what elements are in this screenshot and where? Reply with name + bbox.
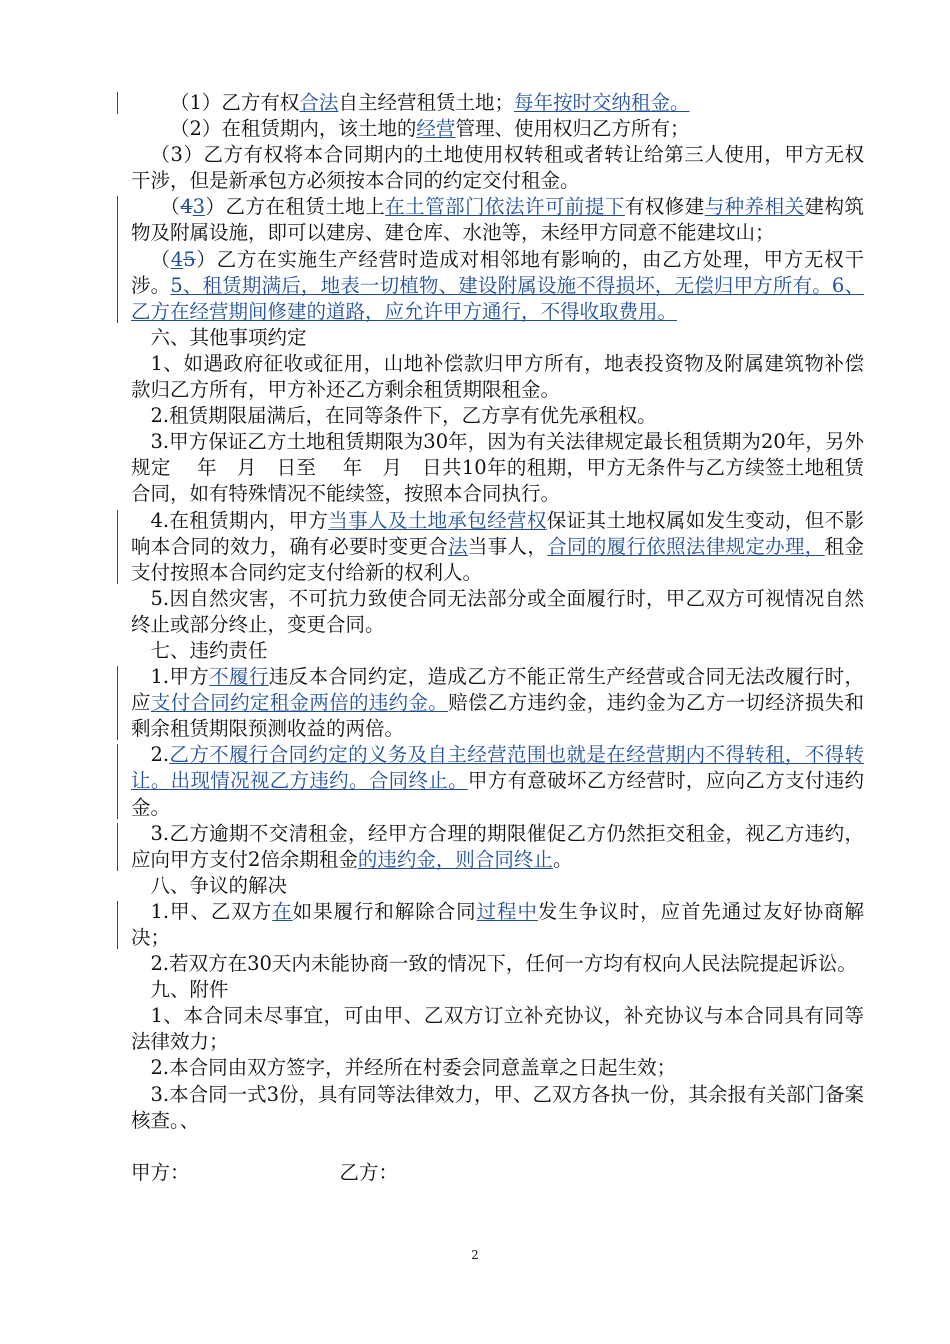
paragraph [131,977,864,1003]
text-run: 3.甲方保证乙方土地租赁期限为30年，因为有关法律规定最长租赁期为20年，另外规定 年 月 日至 年 月 日共10年的租期，甲方无条件与乙方续签土地租赁合同，如有特殊情况不能续签，按照本合同执行。 [131,430,864,506]
text-run: 1、如遇政府征收或征用，山地补偿款归甲方所有，地表投资物及附属建筑物补偿款归乙方所有，甲方补还乙方剩余租赁期限租金。 [131,351,864,402]
text-run: 1.甲、乙双方 [150,899,273,923]
text-run: 1、本合同未尽事宜，可由甲、乙双方订立补充协议，补充协议与本合同具有同等法律效力； [131,1004,864,1054]
tracked-insertion: 乙方不履行合同约定的义务及自主经营范围也就是在经营期内不得转租，不得转让。出现情况视乙方违约。合同终止。 [131,743,864,793]
paragraph [131,638,864,664]
paragraph [131,142,864,194]
paragraph [131,403,864,429]
paragraph-list [131,90,864,1134]
text-run: 建构筑物及附属设施，即可以建房、建仓库、水池等，未经甲方同意不能建坟山； [131,195,864,245]
text-run: 违反本合同约定，造成乙方不能正常生产经营或合同无法改履行时，应 [131,665,864,715]
text-run: 租金支付按照本合同约定支付给新的权利人。 [131,534,864,584]
text-run: 甲方有意破坏乙方经营时，应向乙方支付违约金。 [131,769,864,819]
contract-body [131,90,864,1186]
paragraph [131,429,864,507]
tracked-insertion: 与种养相关 [704,195,805,219]
tracked-insertion: 5、租赁期满后，地表一切植物、建设附属设施不得损坏，无偿归甲方所有。6、乙方在经营期间修建的道路，应允许甲方通行，不得收取费用。 [131,273,864,323]
change-bar [117,823,118,871]
party-b-signature-label: 乙方： [339,1160,399,1184]
text-run: ）乙方在实施生产经营时造成对相邻地有影响的，由乙方处理，甲方无权干涉。 [131,247,864,297]
text-run: 。 [552,847,573,871]
text-run: （2）在租赁期内，该土地的 [170,117,417,141]
tracked-insertion: 3 [192,195,206,219]
text-run: 2. [150,743,170,767]
paragraph [131,742,864,820]
tracked-insertion: 每年按时交纳租金。 [513,91,690,114]
tracked-deletion: 5 [183,247,196,271]
paragraph [131,325,864,351]
tracked-insertion: 经营 [416,117,456,141]
text-run: 七、违约责任 [150,638,268,662]
paragraph [131,586,864,638]
paragraph [131,116,864,142]
page-number: 2 [471,1248,479,1262]
tracked-insertion: 合法 [299,91,339,114]
change-bar [117,666,118,740]
tracked-insertion: 过程中 [476,899,538,923]
paragraph [131,1055,864,1081]
paragraph [131,821,864,873]
tracked-insertion: 的违约金，则合同终止 [357,847,553,871]
text-run: 赔偿乙方违约金，违约金为乙方一切经济损失和剩余租赁期限预测收益的两倍。 [131,691,864,741]
text-run: 自主经营租赁土地； [338,91,514,114]
tracked-insertion: 当事人及土地承包经营权 [328,508,547,532]
text-run: 当事人， [467,534,548,558]
text-run: 2.本合同由双方签字，并经所在村委会同意盖章之日起生效； [150,1056,677,1080]
tracked-deletion: 4 [180,195,193,219]
paragraph [131,247,864,325]
paragraph [131,664,864,742]
text-run: 4.在租赁期内，甲方 [150,508,329,532]
paragraph [131,90,864,116]
paragraph [131,508,864,586]
text-run: 保证其土地权属如发生变动，但不影响本合同的效力，确有必要时变更合 [131,508,864,558]
paragraph [131,1082,864,1134]
text-run: （ [160,195,181,219]
change-bar [117,92,118,114]
text-run: （1）乙方有权 [170,91,300,114]
change-bar [117,901,118,949]
signature-line [131,1160,864,1186]
text-run: （3）乙方有权将本合同期内的土地使用权转租或者转让给第三人使用，甲方无权干涉，但是新承包方必须按本合同的约定交付租金。 [131,143,864,193]
blank-line [131,1134,864,1160]
text-run: （ [150,247,171,271]
text-run: 八、争议的解决 [150,873,288,897]
text-run: 2.若双方在30天内未能协商一致的情况下，任何一方均有权向人民法院提起诉讼。 [150,952,857,976]
text-run: 九、附件 [150,978,229,1002]
paragraph [131,351,864,403]
tracked-insertion: 在 [272,899,293,923]
tracked-insertion: 法 [448,534,468,558]
text-run: 管理、使用权归乙方所有； [455,117,690,141]
paragraph [131,194,864,246]
text-run: 1.甲方 [150,665,210,689]
text-run: 2.租赁期限届满后，在同等条件下，乙方享有优先承租权。 [150,404,657,428]
tracked-insertion: 支付合同约定租金两倍的违约金。 [150,691,449,715]
paragraph [131,951,864,977]
paragraph [131,1003,864,1055]
tracked-insertion: 合同的履行依照法律规定办理， [547,534,825,558]
tracked-insertion: 在土管部门依法许可前提下 [385,195,625,219]
text-run: 六、其他事项约定 [150,325,307,349]
text-run: ）乙方在租赁土地上 [205,195,386,219]
tracked-insertion: 不履行 [209,665,269,689]
tracked-insertion: 4 [170,247,184,271]
change-bar [117,510,118,584]
paragraph [131,873,864,899]
change-bar [117,744,118,818]
text-run: 如果履行和解除合同 [292,899,477,923]
text-run: 有权修建 [624,195,705,219]
change-bar [117,249,118,323]
party-a-signature-label: 甲方： [131,1160,190,1184]
text-run: 3.本合同一式3份，具有同等法律效力，甲、乙双方各执一份，其余报有关部门备案核查。、 [131,1082,865,1132]
text-run: 3.乙方逾期不交清租金，经甲方合理的期限催促乙方仍然拒交租金，视乙方违约，应向甲方支付2倍余期租金 [131,821,864,871]
paragraph [131,899,864,951]
text-run: 发生争议时，应首先通过友好协商解决； [131,899,864,949]
text-run: 5.因自然灾害，不可抗力致使合同无法部分或全面履行时，甲乙双方可视情况自然终止或部分终止，变更合同。 [131,586,864,636]
